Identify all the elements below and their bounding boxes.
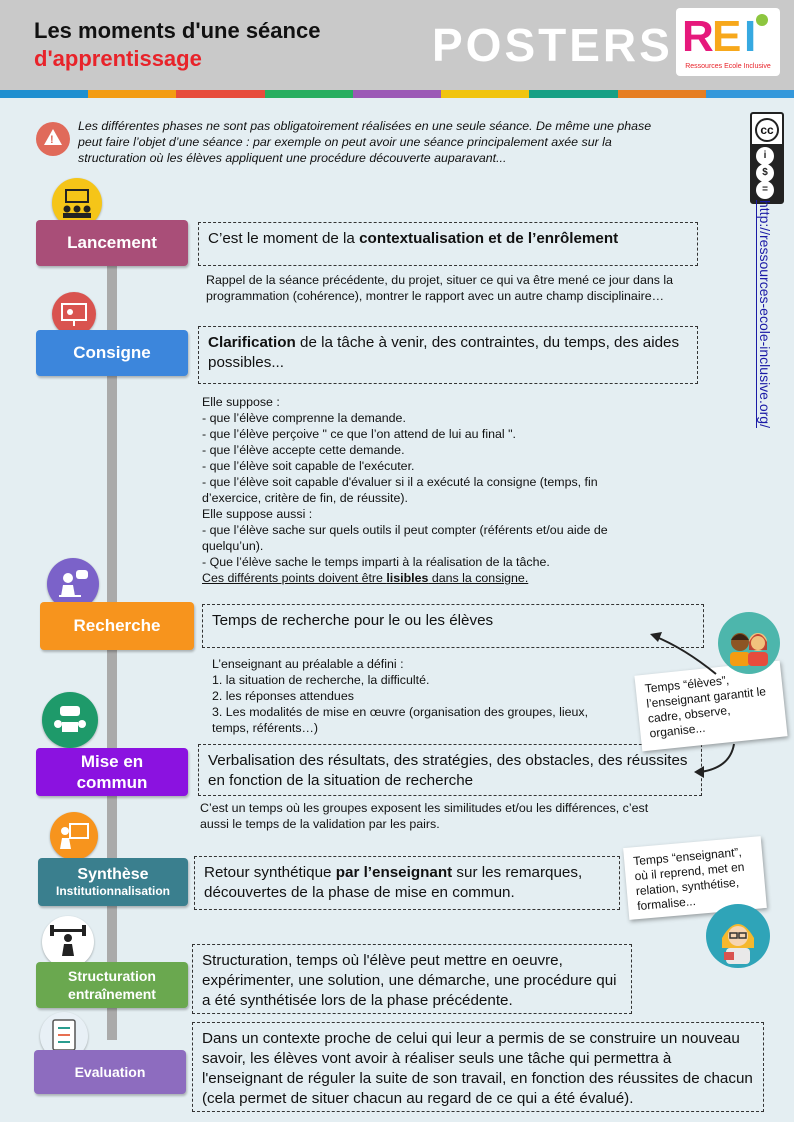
phase-synthese <box>38 858 188 906</box>
logo-letter-r: R <box>682 12 714 61</box>
phase-label: Recherche <box>73 616 161 635</box>
posters-label: POSTERS <box>432 19 673 71</box>
phase-recherche <box>40 602 194 650</box>
intro-text: Les différentes phases ne sont pas obligatoirement réalisées en une seule séance. De même une phase peut faire l’objet d’une séance : par exemple on peut avoir une séance principalement axée sur la structuration où les élèves appliquent une procédure découverte auparavant... <box>78 119 652 165</box>
logo-dot <box>756 14 768 26</box>
stripe-segment <box>353 90 442 98</box>
phase-label: Evaluation <box>74 1064 146 1080</box>
warning-icon: ! <box>36 122 70 156</box>
nc-icon: $ <box>756 164 774 182</box>
consigne-last-line: Ces différents points doivent être lisibles dans la consigne. <box>202 571 529 585</box>
consigne-line: - que l’élève soit capable de l'exécuter. <box>202 459 415 473</box>
arrow-to-recherche-icon <box>644 628 724 678</box>
arrow-to-mise-en-commun-icon <box>690 742 750 782</box>
students-avatar <box>718 612 780 674</box>
phase-structuration <box>36 962 188 1008</box>
box-evaluation: Dans un contexte proche de celui qui leur a permis de se construire un nouveau savoir, les élèves vont avoir à réaliser seuls une tâche qui permettra à l'enseignant de réguler la suite de son travail, en fonction des réussites de chacun (cela permet de situer chacun au regard de ce qui a été évalué). <box>192 1022 764 1112</box>
consigne-line: - que l’élève perçoive " ce que l’on attend de lui au final ". <box>202 427 516 441</box>
logo-letter-i: I <box>744 12 757 61</box>
title-line-2: d'apprentissage <box>34 46 202 71</box>
phase-label: Consigne <box>73 343 151 362</box>
website-link[interactable]: http://ressources-ecole-inclusive.org/ <box>757 200 773 428</box>
phase-label: Mise en commun <box>76 752 148 792</box>
recherche-line: 2. les réponses attendues <box>212 689 354 703</box>
title-line-1: Les moments d'une séance <box>34 18 321 43</box>
consigne-line: Elle suppose : <box>202 395 280 409</box>
recherche-line: 3. Les modalités de mise en œuvre (organisation des groupes, lieux, temps, référents…) <box>212 705 589 735</box>
consigne-line: - que l’élève accepte cette demande. <box>202 443 405 457</box>
stripe-segment <box>265 90 354 98</box>
logo-letter-e: E <box>712 12 742 61</box>
consigne-line: - que l’élève soit capable d'évaluer si il a exécuté la consigne (temps, fin d’exercice, critère de fin, de réussite). <box>202 475 598 505</box>
stripe-segment <box>0 90 89 98</box>
by-icon: i <box>756 147 774 165</box>
weightlifting-icon <box>42 916 94 968</box>
phase-lancement <box>36 220 188 266</box>
stripe-segment <box>176 90 265 98</box>
box-synthese: Retour synthétique par l’enseignant sur les remarques, découvertes de la phase de mise en commun. <box>194 856 620 910</box>
recherche-line: L’enseignant au préalable a défini : <box>212 657 404 671</box>
text-consigne <box>202 394 648 586</box>
phase-mise-en-commun <box>36 748 188 796</box>
text-recherche <box>212 656 612 736</box>
note-temps-enseignant: Temps “enseignant”, où il reprend, met en relation, synthétise, formalise... <box>623 836 767 920</box>
note-temps-eleves: Temps “élèves”, l’enseignant garantit le cadre, observe, organise... <box>634 661 787 752</box>
logo-text: Ressources Ecole Inclusive <box>685 63 771 70</box>
consigne-line: Elle suppose aussi : <box>202 507 313 521</box>
nd-icon: = <box>756 181 774 199</box>
box-recherche: Temps de recherche pour le ou les élèves <box>202 604 704 648</box>
text-lancement: Rappel de la séance précédente, du projet, situer ce qui va être mené ce jour dans la programmation (cohérence), montrer le rapport avec un autre champ disciplinaire… <box>206 273 674 303</box>
phase-label: Synthèse <box>77 866 149 883</box>
text-mise-en-commun: C’est un temps où les groupes exposent les similitudes et/ou les différences, c’est aussi le temps de la validation par les pairs. <box>200 801 649 831</box>
phase-label: Structuration entraînement <box>68 968 156 1002</box>
box-mise-en-commun: Verbalisation des résultats, des stratégies, des obstacles, des réussites en fonction de la situation de recherche <box>198 744 702 796</box>
stripe-segment <box>441 90 530 98</box>
box-lancement: C’est le moment de la contextualisation et de l’enrôlement <box>198 222 698 266</box>
stripe-segment <box>706 90 794 98</box>
teacher-board-icon <box>50 812 98 860</box>
teacher-avatar <box>706 904 770 968</box>
creative-commons-icon: cc i $ = <box>750 112 784 204</box>
box-consigne: Clarification de la tâche à venir, des contraintes, du temps, des aides possibles... <box>198 326 698 384</box>
stripe-segment <box>529 90 618 98</box>
box-structuration: Structuration, temps où l'élève peut mettre en oeuvre, expérimenter, une solution, une démarche, une procédure qui a été synthétisée lors de la phase précédente. <box>192 944 632 1014</box>
rei-logo <box>676 8 780 76</box>
phase-evaluation <box>34 1050 186 1094</box>
stripe-segment <box>88 90 177 98</box>
header <box>0 0 794 90</box>
consigne-line: - que l’élève comprenne la demande. <box>202 411 406 425</box>
consigne-line: - que l’élève sache sur quels outils il peut compter (référents et/ou aide de quelqu’un). <box>202 523 608 553</box>
stripe-segment <box>618 90 707 98</box>
group-discussion-icon <box>42 692 98 748</box>
consigne-line: - Que l’élève sache le temps imparti à la réalisation de la tâche. <box>202 555 550 569</box>
phase-consigne <box>36 330 188 376</box>
recherche-line: 1. la situation de recherche, la difficulté. <box>212 673 430 687</box>
phase-sublabel: Institutionnalisation <box>56 884 170 898</box>
phase-label: Lancement <box>67 233 157 252</box>
